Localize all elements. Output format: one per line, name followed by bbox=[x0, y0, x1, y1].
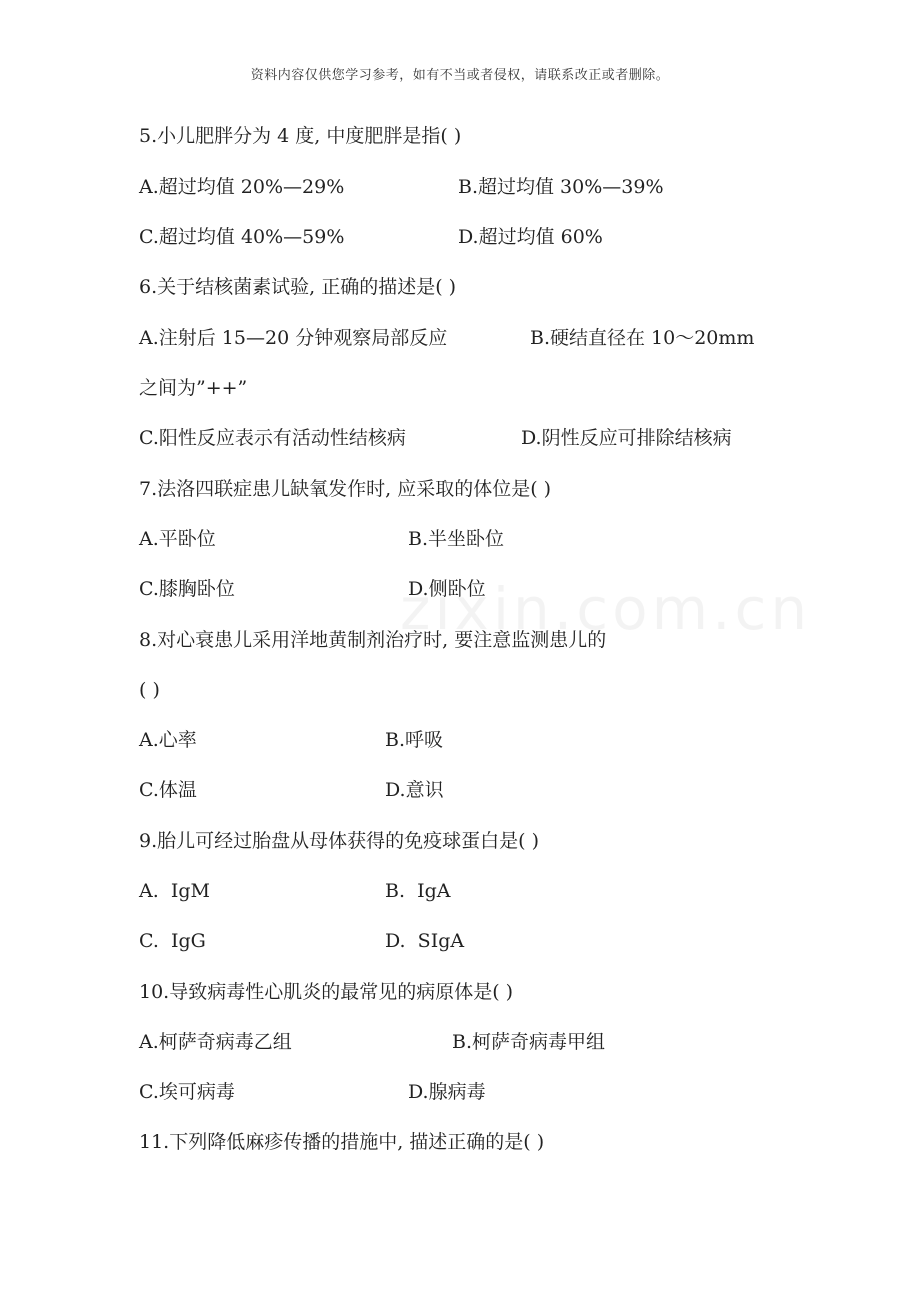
question-10-option-a: A.柯萨奇病毒乙组 bbox=[139, 1031, 292, 1053]
question-8-option-b: B.呼吸 bbox=[385, 729, 444, 751]
question-11-stem: 11.下列降低麻疹传播的措施中, 描述正确的是( ) bbox=[139, 1131, 545, 1153]
question-6-option-b-continued: 之间为”++” bbox=[139, 377, 248, 399]
question-7-option-d: D.侧卧位 bbox=[408, 578, 486, 600]
question-5-option-b: B.超过均值 30%—39% bbox=[458, 176, 664, 198]
question-8-option-c: C.体温 bbox=[139, 779, 197, 801]
question-6-option-c: C.阳性反应表示有活动性结核病 bbox=[139, 427, 406, 449]
question-7-stem: 7.法洛四联症患儿缺氧发作时, 应采取的体位是( ) bbox=[139, 478, 552, 500]
question-8-stem: 8.对心衰患儿采用洋地黄制剂治疗时, 要注意监测患儿的 bbox=[139, 629, 607, 651]
question-8-option-d: D.意识 bbox=[385, 779, 444, 801]
question-5-stem: 5.小儿肥胖分为 4 度, 中度肥胖是指( ) bbox=[139, 125, 462, 147]
question-5-option-d: D.超过均值 60% bbox=[458, 226, 603, 248]
question-6-stem: 6.关于结核菌素试验, 正确的描述是( ) bbox=[139, 276, 457, 298]
question-7-option-a: A.平卧位 bbox=[139, 528, 216, 550]
question-7-option-b: B.半坐卧位 bbox=[408, 528, 505, 550]
page-header-disclaimer: 资料内容仅供您学习参考，如有不当或者侵权，请联系改正或者删除。 bbox=[250, 68, 670, 83]
question-10-option-c: C.埃可病毒 bbox=[139, 1081, 235, 1103]
question-9-option-c: C. IgG bbox=[139, 930, 206, 952]
question-9-option-a: A. IgM bbox=[139, 880, 210, 902]
question-5-option-c: C.超过均值 40%—59% bbox=[139, 226, 345, 248]
question-6-option-d: D.阴性反应可排除结核病 bbox=[521, 427, 732, 449]
question-9-stem: 9.胎儿可经过胎盘从母体获得的免疫球蛋白是( ) bbox=[139, 830, 539, 852]
question-10-option-b: B.柯萨奇病毒甲组 bbox=[452, 1031, 606, 1053]
question-10-option-d: D.腺病毒 bbox=[408, 1081, 486, 1103]
question-6-option-b: B.硬结直径在 10～20mm bbox=[530, 327, 755, 349]
question-10-stem: 10.导致病毒性心肌炎的最常见的病原体是( ) bbox=[139, 981, 514, 1003]
question-9-option-b: B. IgA bbox=[385, 880, 451, 902]
question-8-stem-continued: ( ) bbox=[139, 679, 160, 701]
question-6-option-a: A.注射后 15—20 分钟观察局部反应 bbox=[139, 327, 448, 349]
question-8-option-a: A.心率 bbox=[139, 729, 197, 751]
question-7-option-c: C.膝胸卧位 bbox=[139, 578, 235, 600]
question-5-option-a: A.超过均值 20%—29% bbox=[139, 176, 345, 198]
question-9-option-d: D. SIgA bbox=[385, 930, 465, 952]
